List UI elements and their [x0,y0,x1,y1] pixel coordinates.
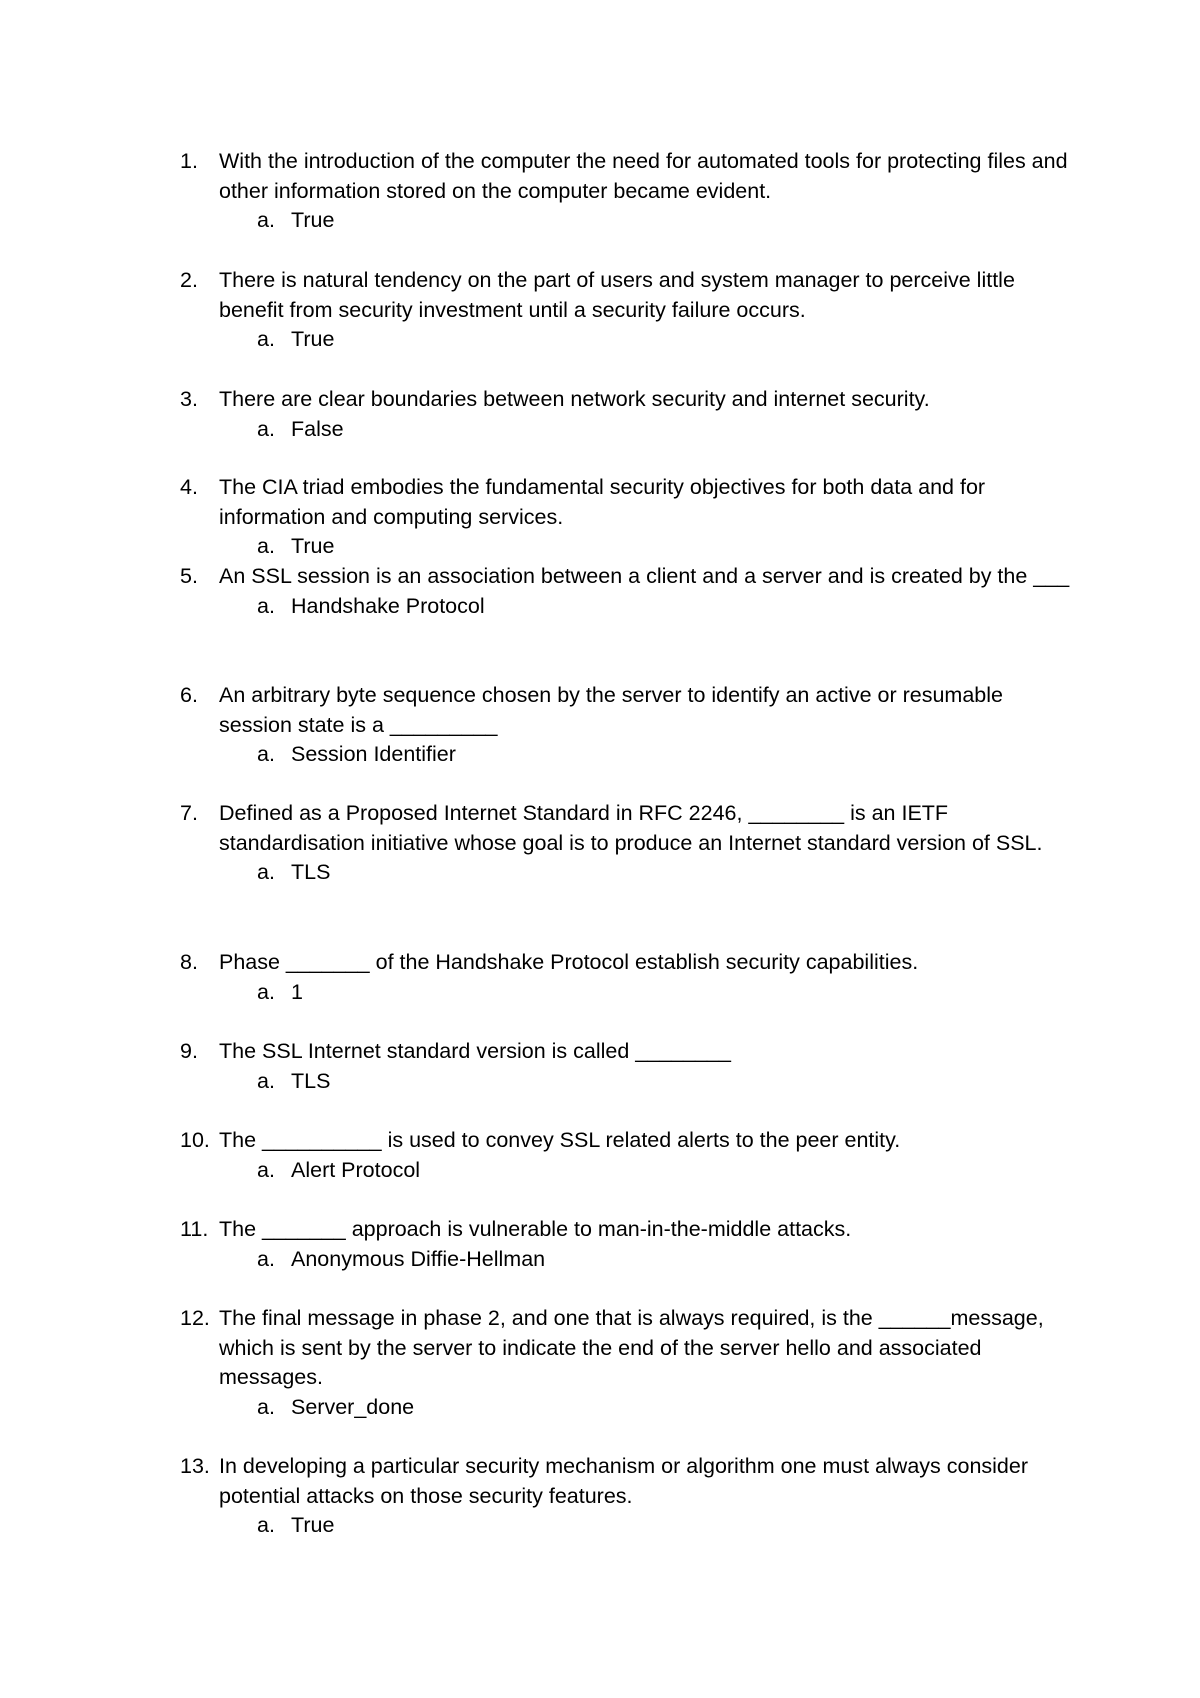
question-11 [180,1215,1080,1274]
question-text: An arbitrary byte sequence chosen by the server to identify an active or resumable session state is a _________ [219,683,1003,737]
question-number: 6. [180,683,198,707]
answer [257,206,1080,236]
answer-letter: a. [257,1157,275,1182]
answer-text: True [291,327,335,351]
answer [257,532,1080,562]
question-text: An SSL session is an association between a client and a server and is created by the ___ [219,564,1070,588]
question-12 [180,1304,1080,1422]
answer-letter: a. [257,742,275,766]
answer-text: Server_done [291,1394,415,1419]
answer-letter: a. [257,208,275,232]
answer [257,592,1080,622]
answer-text: True [291,208,335,232]
answer [257,740,1080,770]
question-8 [180,948,1080,1007]
answer-text: Alert Protocol [291,1157,421,1182]
answer-letter: a. [257,1394,275,1419]
answer [257,978,1080,1008]
question-number: 11. [180,1217,209,1241]
answer-letter: a. [257,979,275,1004]
question-13 [180,1452,1080,1541]
question-6 [180,681,1080,770]
question-1 [180,147,1080,236]
answer [257,1156,1080,1186]
question-text: With the introduction of the computer the need for automated tools for protecting files and other information stored on the computer became evident. [219,149,1068,203]
answer [257,858,1080,888]
question-number: 4. [180,475,198,499]
question-text: The __________ is used to convey SSL related alerts to the peer entity. [219,1128,901,1152]
answer [257,325,1080,355]
question-text: In developing a particular security mechanism or algorithm one must always consider potential attacks on those security features. [219,1454,1029,1508]
answer-letter: a. [257,593,275,618]
question-10 [180,1126,1080,1185]
answer-text: TLS [291,860,331,884]
answer [257,1393,1080,1423]
question-4 [180,473,1080,562]
question-number: 10. [180,1128,210,1152]
question-7 [180,799,1080,888]
question-text: There are clear boundaries between network security and internet security. [219,387,930,411]
answer-letter: a. [257,327,275,351]
question-text: The SSL Internet standard version is called ________ [219,1039,731,1063]
question-number: 13. [180,1454,210,1478]
answer-text: TLS [291,1068,331,1093]
answer-text: Session Identifier [291,742,456,766]
answer-letter: a. [257,1513,275,1537]
question-text: There is natural tendency on the part of users and system manager to perceive little benefit from security investment until a security failure occurs. [219,268,1015,322]
question-number: 8. [180,950,198,974]
answer-text: False [291,416,344,441]
question-text: The _______ approach is vulnerable to man-in-the-middle attacks. [219,1217,852,1241]
question-3 [180,385,1080,444]
answer-text: True [291,534,335,558]
question-9 [180,1037,1080,1096]
answer-text: 1 [291,979,303,1004]
question-5 [180,562,1080,621]
answer-letter: a. [257,1246,275,1271]
answer [257,1067,1080,1097]
question-number: 1. [180,149,198,173]
answer-letter: a. [257,416,275,441]
question-number: 5. [180,564,198,588]
question-number: 9. [180,1039,198,1063]
question-number: 7. [180,801,198,825]
answer [257,415,1080,445]
answer [257,1245,1080,1275]
answer-letter: a. [257,534,275,558]
question-2 [180,266,1080,355]
question-text: Phase _______ of the Handshake Protocol establish security capabilities. [219,950,919,974]
question-text: Defined as a Proposed Internet Standard in RFC 2246, ________ is an IETF standardisation initiative whose goal is to produce an Internet standard version of SSL. [219,801,1043,855]
question-number: 3. [180,387,198,411]
question-text: The CIA triad embodies the fundamental security objectives for both data and for information and computing services. [219,475,986,529]
question-text: The final message in phase 2, and one that is always required, is the ______message, which is sent by the server to indicate the end of the server hello and associated messages. [219,1306,1044,1389]
answer-letter: a. [257,860,275,884]
answer [257,1511,1080,1541]
answer-text: Handshake Protocol [291,593,485,618]
answer-text: Anonymous Diffie-Hellman [291,1246,546,1271]
answer-text: True [291,1513,335,1537]
question-number: 2. [180,268,198,292]
question-number: 12. [180,1306,210,1330]
answer-letter: a. [257,1068,275,1093]
